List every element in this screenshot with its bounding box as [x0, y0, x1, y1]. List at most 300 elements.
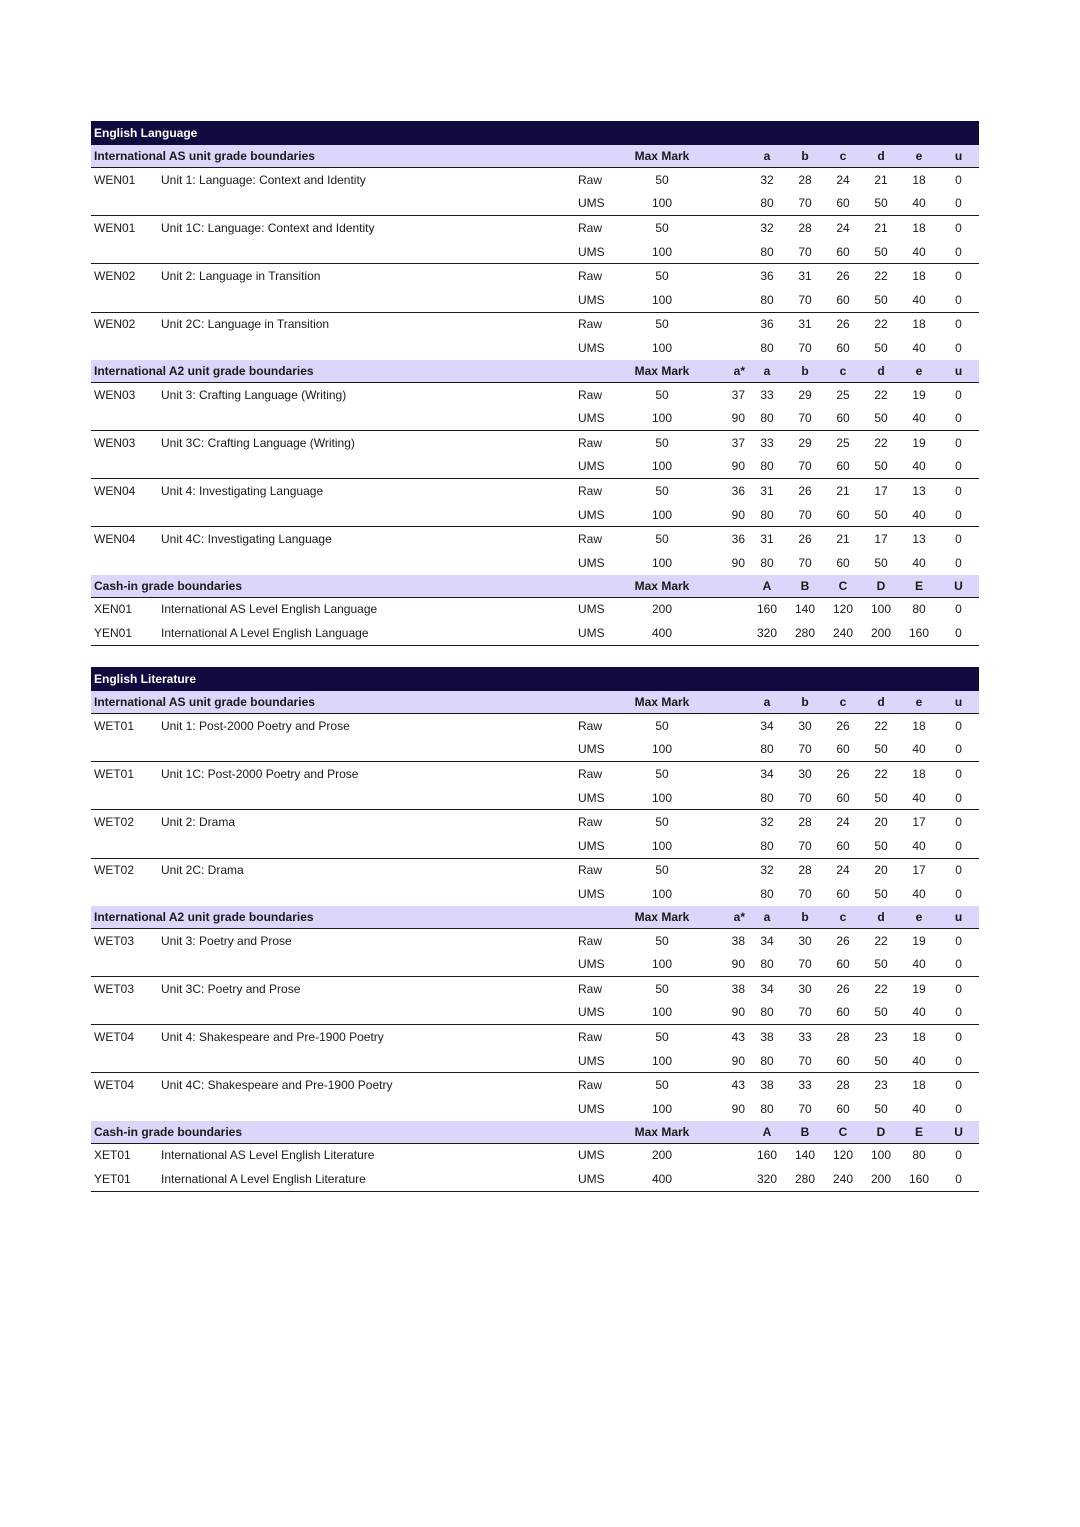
table-row — [91, 1167, 979, 1191]
grade-value: 17 — [874, 532, 888, 547]
unit-code — [91, 1049, 158, 1073]
grade-value: 26 — [836, 933, 850, 948]
max-mark: 100 — [651, 340, 673, 355]
grade-value: 80 — [760, 1101, 774, 1116]
max-mark: 200 — [651, 1148, 673, 1163]
grade-value: 13 — [912, 483, 926, 498]
unit-code — [91, 738, 158, 762]
grade-header: D — [862, 575, 900, 598]
grade-value: 60 — [824, 455, 862, 479]
max-mark: 100 — [620, 455, 704, 479]
grade-value: 60 — [824, 406, 862, 430]
mark-type: UMS — [575, 1049, 620, 1073]
english-literature-table — [91, 667, 979, 1192]
max-mark: 100 — [620, 1001, 704, 1025]
grade-value: 31 — [798, 269, 812, 284]
grade-value: 40 — [912, 555, 926, 570]
grade-value: 50 — [862, 192, 900, 216]
table-row — [91, 834, 979, 858]
unit-code: XET01 — [94, 1148, 131, 1163]
section-title: International AS unit grade boundaries — [91, 145, 620, 168]
table-row — [91, 810, 979, 834]
grade-value: 0 — [955, 863, 962, 878]
grade-value — [704, 216, 748, 240]
grade-value: 28 — [798, 220, 812, 235]
unit-name — [158, 336, 575, 360]
grade-value: 50 — [874, 1101, 888, 1116]
mark-type: UMS — [575, 834, 620, 858]
grade-value: 17 — [912, 815, 926, 830]
grade-value: 18 — [912, 317, 926, 332]
grade-value: 0 — [938, 834, 979, 858]
grade-value: 70 — [786, 406, 824, 430]
grade-value — [704, 312, 748, 336]
grade-value: 50 — [862, 786, 900, 810]
max-mark: 400 — [620, 1167, 704, 1191]
grade-value: 80 — [760, 886, 774, 901]
grade-value: 60 — [836, 340, 850, 355]
grade-value: 34 — [760, 718, 774, 733]
section-title: International AS unit grade boundaries — [91, 691, 620, 714]
max-mark-header: Max Mark — [620, 1121, 704, 1144]
max-mark-header: Max Mark — [620, 360, 704, 383]
grade-value: 28 — [836, 1078, 850, 1093]
unit-code: YEN01 — [91, 621, 158, 645]
table-row — [91, 786, 979, 810]
grade-value: 40 — [912, 1101, 926, 1116]
grade-value — [704, 810, 748, 834]
grade-header: U — [938, 575, 979, 598]
max-mark: 50 — [655, 435, 669, 450]
unit-name — [158, 738, 575, 762]
grade-value: 32 — [760, 220, 774, 235]
grade-header: e — [900, 691, 938, 714]
grade-header: b — [786, 691, 824, 714]
grade-value: 90 — [731, 555, 745, 570]
grade-value: 50 — [862, 1001, 900, 1025]
grade-value: 37 — [731, 387, 745, 402]
grade-value: 38 — [760, 1029, 774, 1044]
grade-value: 200 — [862, 1167, 900, 1191]
grade-value: 70 — [786, 192, 824, 216]
grade-value: 40 — [900, 952, 938, 976]
grade-value — [704, 336, 748, 360]
grade-value — [704, 786, 748, 810]
grade-header: A — [748, 1121, 786, 1144]
grade-value: 50 — [862, 503, 900, 527]
grade-value — [704, 762, 748, 786]
unit-name — [158, 786, 575, 810]
grade-value: 40 — [900, 406, 938, 430]
grade-value: 80 — [748, 455, 786, 479]
table-row — [91, 192, 979, 216]
grade-value: 22 — [874, 387, 888, 402]
unit-code: WET04 — [94, 1078, 135, 1093]
unit-code: WET03 — [94, 981, 135, 996]
unit-code: WEN02 — [94, 269, 136, 284]
grade-value: 0 — [938, 1001, 979, 1025]
grade-value: 280 — [786, 621, 824, 645]
grade-value: 32 — [760, 863, 774, 878]
section-title: International A2 unit grade boundaries — [91, 906, 620, 929]
grade-value: 36 — [760, 317, 774, 332]
grade-value: 26 — [836, 718, 850, 733]
grade-value: 160 — [900, 621, 938, 645]
grade-header: b — [786, 145, 824, 168]
section-header-row — [91, 906, 979, 929]
grade-header: C — [824, 1121, 862, 1144]
grade-value: 26 — [836, 766, 850, 781]
grade-value: 40 — [900, 455, 938, 479]
unit-name: Unit 1: Language: Context and Identity — [161, 172, 366, 187]
grade-value: 0 — [955, 1101, 962, 1116]
grade-value: 50 — [862, 455, 900, 479]
unit-code — [91, 882, 158, 906]
grade-value: 80 — [760, 555, 774, 570]
grade-value — [704, 882, 748, 906]
grade-value: 19 — [912, 435, 926, 450]
mark-type: UMS — [575, 455, 620, 479]
grade-value: 60 — [836, 555, 850, 570]
grade-value: 0 — [955, 555, 962, 570]
max-mark: 100 — [620, 1049, 704, 1073]
grade-value: 160 — [756, 602, 778, 617]
grade-value: 28 — [836, 1029, 850, 1044]
grade-value: 70 — [786, 1001, 824, 1025]
grade-value: 26 — [798, 483, 812, 498]
max-mark-header: Max Mark — [620, 145, 704, 168]
table-row — [91, 264, 979, 288]
grade-value: 90 — [704, 1001, 748, 1025]
grade-value: 80 — [748, 1001, 786, 1025]
grade-value: 0 — [938, 1167, 979, 1191]
mark-type: UMS — [575, 1001, 620, 1025]
unit-name: International A Level English Literature — [158, 1167, 575, 1191]
table-row — [91, 527, 979, 551]
grade-value: 0 — [955, 172, 962, 187]
grade-value: 43 — [731, 1029, 745, 1044]
grade-value: 80 — [748, 288, 786, 312]
section-header-row — [91, 1121, 979, 1144]
max-mark-header: Max Mark — [620, 575, 704, 598]
unit-code: WEN04 — [94, 483, 136, 498]
grade-value: 40 — [900, 503, 938, 527]
grade-value: 70 — [798, 555, 812, 570]
grade-value — [704, 597, 748, 621]
table-row — [91, 882, 979, 906]
grade-value — [704, 858, 748, 882]
grade-value: 33 — [760, 435, 774, 450]
table-row — [91, 621, 979, 645]
mark-type: Raw — [578, 933, 603, 948]
unit-code: WET02 — [94, 815, 135, 830]
grade-value: 240 — [824, 1167, 862, 1191]
max-mark: 50 — [655, 483, 669, 498]
grade-value: 17 — [912, 863, 926, 878]
grade-header: e — [900, 145, 938, 168]
section-title: Cash-in grade boundaries — [91, 575, 620, 598]
table-row — [91, 858, 979, 882]
grade-value: 29 — [798, 435, 812, 450]
max-mark: 50 — [655, 815, 669, 830]
grade-value: 0 — [955, 1078, 962, 1093]
mark-type: UMS — [575, 952, 620, 976]
grade-value: 21 — [874, 220, 888, 235]
grade-value: 19 — [912, 933, 926, 948]
grade-value: 40 — [912, 886, 926, 901]
mark-type: Raw — [578, 815, 603, 830]
grade-value: 0 — [955, 886, 962, 901]
grade-value: 13 — [912, 532, 926, 547]
grade-value: 18 — [912, 269, 926, 284]
grade-header: b — [786, 360, 824, 383]
grade-value: 20 — [874, 815, 888, 830]
unit-name: Unit 3C: Poetry and Prose — [161, 981, 301, 996]
max-mark: 100 — [620, 952, 704, 976]
unit-code — [91, 336, 158, 360]
grade-value: 0 — [955, 269, 962, 284]
grade-header: c — [824, 145, 862, 168]
grade-value: 28 — [798, 172, 812, 187]
table-row — [91, 1025, 979, 1049]
grade-header: E — [900, 575, 938, 598]
unit-name: Unit 4: Shakespeare and Pre-1900 Poetry — [161, 1029, 384, 1044]
grade-header — [704, 145, 748, 168]
unit-code — [91, 952, 158, 976]
table-row — [91, 216, 979, 240]
grade-header: B — [786, 575, 824, 598]
unit-name: Unit 2C: Language in Transition — [161, 317, 330, 332]
mark-type: Raw — [578, 981, 603, 996]
grade-value: 50 — [862, 738, 900, 762]
grade-value: 30 — [798, 981, 812, 996]
max-mark: 50 — [655, 1029, 669, 1044]
max-mark: 100 — [651, 886, 673, 901]
unit-code: WEN03 — [94, 435, 136, 450]
grade-value: 90 — [704, 503, 748, 527]
grade-value: 140 — [794, 602, 816, 617]
grade-value: 70 — [786, 738, 824, 762]
grade-value: 0 — [955, 435, 962, 450]
unit-name: Unit 3: Crafting Language (Writing) — [161, 387, 347, 402]
unit-name — [158, 192, 575, 216]
table-row — [91, 976, 979, 1000]
grade-value: 40 — [900, 738, 938, 762]
grade-value: 23 — [874, 1078, 888, 1093]
grade-value: 38 — [760, 1078, 774, 1093]
unit-code — [91, 455, 158, 479]
table-row — [91, 288, 979, 312]
grade-value: 90 — [704, 1049, 748, 1073]
grade-header: A — [748, 575, 786, 598]
grade-value: 38 — [731, 933, 745, 948]
grade-value: 70 — [798, 1101, 812, 1116]
grade-header: e — [900, 906, 938, 929]
mark-type: UMS — [575, 192, 620, 216]
table-row — [91, 240, 979, 264]
grade-header: u — [938, 145, 979, 168]
table-row — [91, 168, 979, 192]
grade-value: 29 — [798, 387, 812, 402]
unit-name — [158, 1001, 575, 1025]
grade-value — [704, 834, 748, 858]
grade-value: 25 — [836, 435, 850, 450]
grade-value: 24 — [836, 220, 850, 235]
grade-value: 33 — [760, 387, 774, 402]
grade-value: 70 — [786, 1049, 824, 1073]
max-mark: 50 — [655, 981, 669, 996]
section-title: Cash-in grade boundaries — [91, 1121, 620, 1144]
table-row — [91, 714, 979, 738]
mark-type: UMS — [575, 786, 620, 810]
grade-header: d — [862, 691, 900, 714]
max-mark: 50 — [655, 1078, 669, 1093]
mark-type: UMS — [575, 503, 620, 527]
unit-name: Unit 1: Post-2000 Poetry and Prose — [161, 718, 350, 733]
table-row — [91, 503, 979, 527]
table-row — [91, 928, 979, 952]
grade-value: 0 — [938, 192, 979, 216]
grade-value: 31 — [798, 317, 812, 332]
grade-value: 80 — [912, 602, 926, 617]
grade-value: 23 — [874, 1029, 888, 1044]
grade-value: 21 — [836, 483, 850, 498]
grade-value: 80 — [748, 503, 786, 527]
grade-value: 80 — [748, 240, 786, 264]
unit-name — [158, 503, 575, 527]
mark-type: Raw — [578, 863, 603, 878]
unit-name: Unit 1C: Post-2000 Poetry and Prose — [161, 766, 359, 781]
grade-value: 50 — [862, 952, 900, 976]
grade-value — [704, 264, 748, 288]
mark-type: Raw — [578, 766, 603, 781]
max-mark: 50 — [655, 387, 669, 402]
mark-type: UMS — [578, 1148, 605, 1163]
grade-value: 0 — [938, 786, 979, 810]
mark-type: Raw — [578, 435, 603, 450]
mark-type: Raw — [578, 718, 603, 733]
grade-value: 26 — [836, 269, 850, 284]
grade-value: 33 — [798, 1078, 812, 1093]
grade-value: 240 — [824, 621, 862, 645]
max-mark-header: Max Mark — [620, 906, 704, 929]
grade-value — [704, 240, 748, 264]
grade-header — [704, 691, 748, 714]
grade-value: 26 — [836, 317, 850, 332]
grade-value: 30 — [798, 933, 812, 948]
grade-value: 80 — [748, 1049, 786, 1073]
grade-value: 70 — [786, 240, 824, 264]
unit-code: YET01 — [91, 1167, 158, 1191]
grade-header: u — [938, 906, 979, 929]
table-title: English Language — [91, 121, 979, 145]
unit-code — [91, 551, 158, 575]
grade-value: 24 — [836, 863, 850, 878]
grade-value: 19 — [912, 387, 926, 402]
table-title: English Literature — [91, 667, 979, 691]
grade-value: 0 — [955, 532, 962, 547]
grade-value: 31 — [760, 483, 774, 498]
grade-value: 0 — [955, 602, 962, 617]
unit-code: WEN02 — [94, 317, 136, 332]
mark-type: UMS — [575, 621, 620, 645]
mark-type: UMS — [578, 555, 605, 570]
max-mark: 400 — [620, 621, 704, 645]
grade-value: 0 — [938, 240, 979, 264]
max-mark: 50 — [655, 718, 669, 733]
grade-value: 0 — [938, 1049, 979, 1073]
grade-value: 24 — [836, 172, 850, 187]
grade-header: u — [938, 360, 979, 383]
grade-header: a — [748, 360, 786, 383]
grade-value: 22 — [874, 435, 888, 450]
grade-value: 50 — [874, 886, 888, 901]
grade-value: 70 — [786, 952, 824, 976]
grade-value: 50 — [862, 288, 900, 312]
unit-code — [91, 406, 158, 430]
mark-type: UMS — [575, 288, 620, 312]
grade-header: u — [938, 691, 979, 714]
grade-value: 30 — [798, 766, 812, 781]
grade-value: 40 — [912, 340, 926, 355]
grade-value: 60 — [824, 503, 862, 527]
grade-value: 40 — [900, 288, 938, 312]
grade-header — [704, 1121, 748, 1144]
grade-header: b — [786, 906, 824, 929]
section-header-row — [91, 691, 979, 714]
grade-value: 22 — [874, 269, 888, 284]
grade-value: 0 — [938, 621, 979, 645]
grade-header: a — [748, 906, 786, 929]
grade-header: c — [824, 360, 862, 383]
max-mark: 100 — [620, 192, 704, 216]
grade-value: 28 — [798, 815, 812, 830]
unit-code: WEN03 — [94, 387, 136, 402]
grade-value: 21 — [874, 172, 888, 187]
max-mark: 100 — [620, 786, 704, 810]
max-mark: 50 — [655, 532, 669, 547]
grade-header: E — [900, 1121, 938, 1144]
unit-code: XEN01 — [94, 602, 133, 617]
section-header-row — [91, 360, 979, 383]
table-row — [91, 336, 979, 360]
unit-code: WEN04 — [94, 532, 136, 547]
mark-type: Raw — [578, 483, 603, 498]
grade-header: a — [748, 145, 786, 168]
grade-value — [704, 1143, 748, 1167]
unit-code — [91, 192, 158, 216]
grade-value: 50 — [862, 240, 900, 264]
grade-value: 34 — [760, 981, 774, 996]
unit-name: International A Level English Language — [158, 621, 575, 645]
max-mark: 100 — [651, 1101, 673, 1116]
unit-name — [158, 1097, 575, 1121]
mark-type: UMS — [578, 602, 605, 617]
grade-value: 0 — [938, 288, 979, 312]
grade-value: 70 — [786, 503, 824, 527]
grade-value: 60 — [824, 786, 862, 810]
grade-value: 90 — [731, 1101, 745, 1116]
mark-type: Raw — [578, 1029, 603, 1044]
grade-header: d — [862, 906, 900, 929]
grade-value: 0 — [955, 815, 962, 830]
mark-type: Raw — [578, 387, 603, 402]
grade-value: 80 — [748, 738, 786, 762]
grade-value: 32 — [760, 172, 774, 187]
max-mark: 100 — [620, 406, 704, 430]
grade-value: 80 — [748, 406, 786, 430]
grade-value: 19 — [912, 981, 926, 996]
